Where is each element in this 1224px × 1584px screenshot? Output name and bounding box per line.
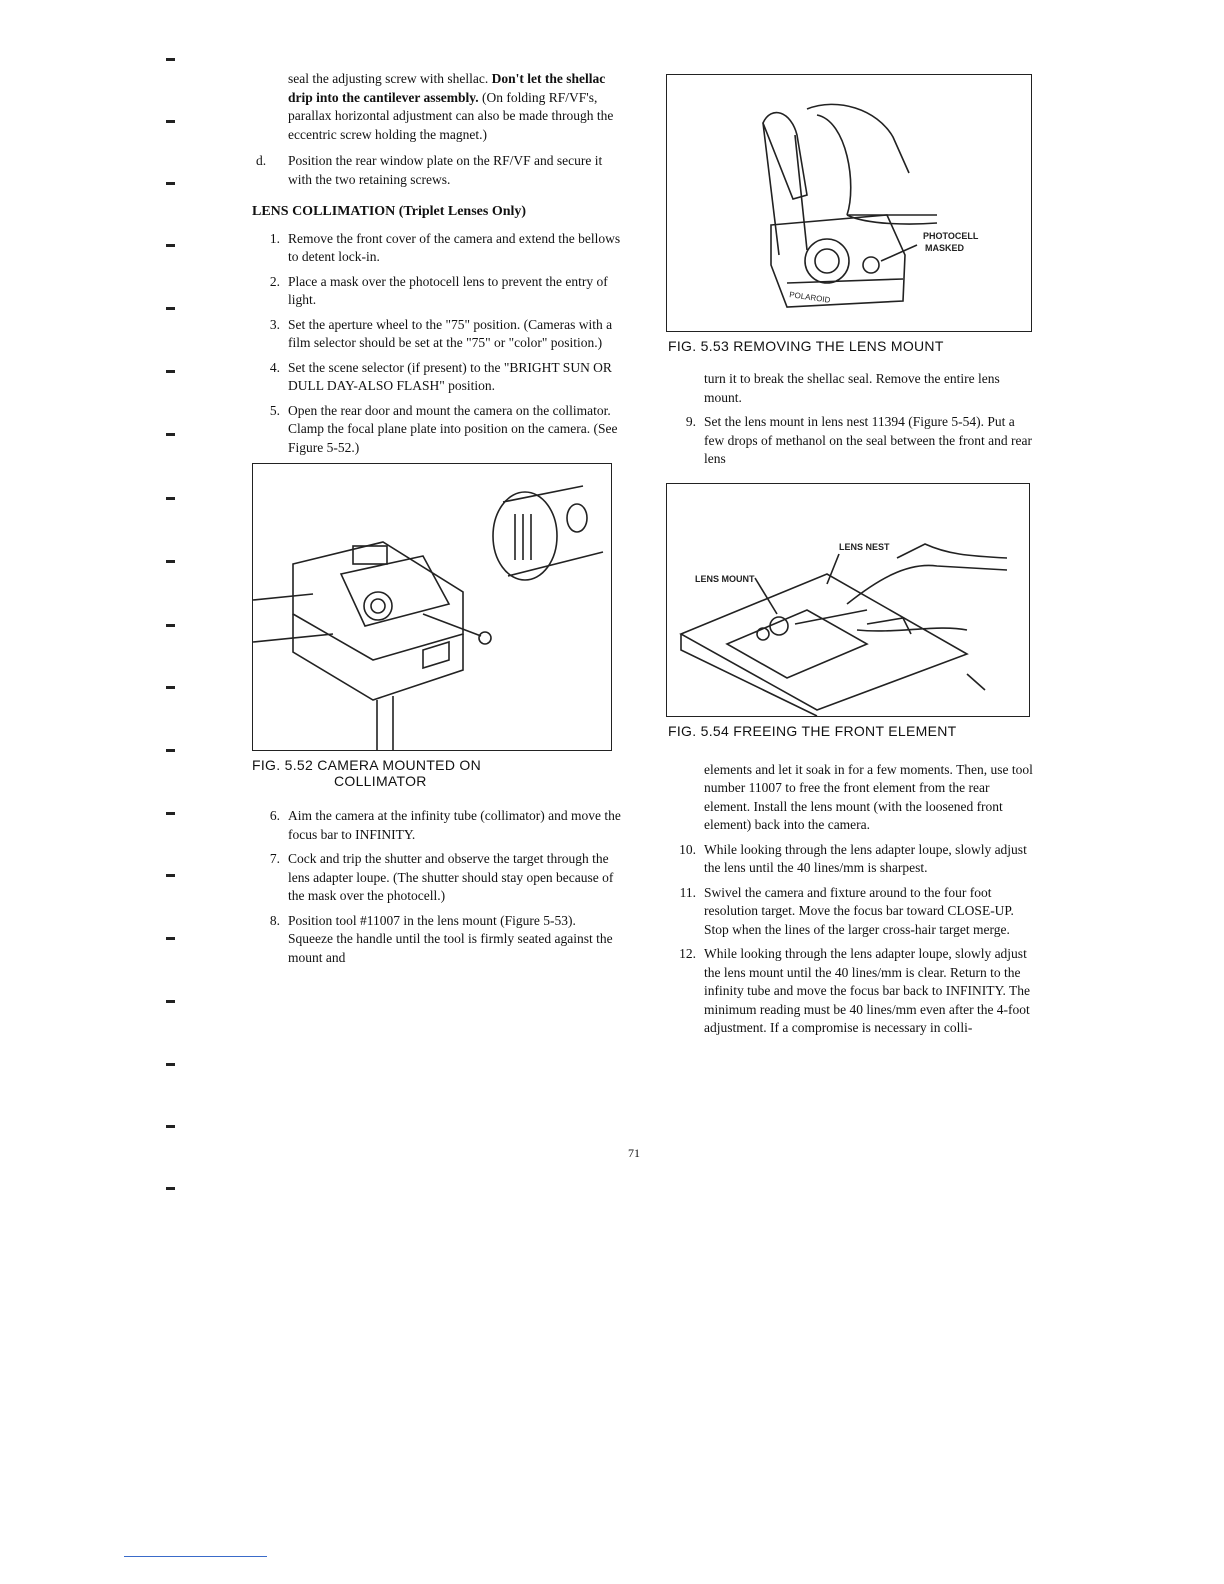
intro-text-1: seal the adjusting screw with shellac. — [288, 71, 492, 86]
step-7 — [252, 850, 622, 906]
continued-paragraph: turn it to break the shellac seal. Remove the entire lens mount. — [704, 371, 1000, 405]
intro-text-2: (On folding RF/VF's, parallax horizontal adjustment can also be made through the eccentric screw holding the magnet.) — [288, 89, 614, 142]
step-number: 2. — [269, 273, 280, 289]
margin-tick-marks — [166, 0, 180, 1200]
margin-tick — [166, 1000, 175, 1003]
step-number: 5. — [269, 402, 280, 418]
margin-tick — [166, 686, 175, 689]
margin-tick — [166, 937, 175, 940]
step-number: 10. — [679, 841, 696, 857]
step-text: Set the lens mount in lens nest 11394 (Figure 5-54). Put a few drops of methanol on the seal between the front and rear lens — [704, 414, 1033, 466]
continued-paragraph-2: elements and let it soak in for a few moments. Then, use tool number 11007 to free the front element from the rear element. Install the lens mount (with the loosened front element) back into the camera. — [704, 761, 1033, 832]
margin-tick — [166, 307, 175, 310]
margin-tick — [166, 120, 175, 123]
margin-tick — [166, 433, 175, 436]
step-text: While looking through the lens adapter loupe, slowly adjust the lens mount until the 40 lines/mm is clear. Return to the infinity tube and move the focus bar back to INFINITY. The minimum reading must be 40 lines/mm even after the 4-foot adjustment. If a compromise is necessary in colli- — [704, 946, 1031, 1035]
step-number: 12. — [679, 946, 696, 961]
step-4 — [252, 359, 622, 396]
step-text: Aim the camera at the infinity tube (collimator) and move the focus bar to INFINITY. — [288, 808, 621, 842]
figure-5-54-caption: FIG. 5.54 FREEING THE FRONT ELEMENT — [668, 722, 957, 739]
margin-tick — [166, 812, 175, 815]
section-heading: LENS COLLIMATION (Triplet Lenses Only) — [252, 204, 527, 219]
step-text: Position tool #11007 in the lens mount (Figure 5-53). Squeeze the handle until the tool is firmly seated against the mount and — [288, 912, 613, 965]
step-text: Set the aperture wheel to the "75" position. (Cameras with a film selector should be set at the "75" or "color" position.) — [288, 316, 613, 350]
step-10 — [668, 841, 1038, 878]
margin-tick — [166, 58, 175, 61]
lens-mount-removal-illustration — [667, 75, 1031, 331]
intro-warning: Don't let the shellac drip into the cantilever assembly. — [288, 71, 606, 105]
margin-tick — [166, 624, 175, 627]
step-number: 3. — [269, 316, 280, 332]
margin-tick — [166, 560, 175, 563]
step-8 — [252, 912, 622, 968]
step-text: Cock and trip the shutter and observe the target through the lens adapter loupe. (The shutter should stay open because of the mask over the photocell.) — [288, 851, 614, 903]
intro-paragraph — [252, 70, 622, 144]
step-number: 9. — [685, 414, 696, 429]
margin-tick — [166, 370, 175, 373]
step-12 — [668, 945, 1038, 1038]
page-number: 71 — [628, 1146, 640, 1160]
step-text: While looking through the lens adapter loupe, slowly adjust the lens until the 40 lines/mm is sharpest. — [704, 841, 1027, 875]
figure-5-54 — [666, 483, 1030, 717]
figure-5-53 — [666, 74, 1032, 332]
step-text: Swivel the camera and fixture around to the four foot resolution target. Move the focus bar toward CLOSE-UP. Stop when the lines of the larger cross-hair target merge. — [704, 884, 1014, 937]
margin-tick — [166, 1063, 175, 1066]
photocell-label: PHOTOCELL — [923, 231, 979, 241]
right-column — [668, 70, 1038, 1044]
polaroid-brand-text: POLAROID — [788, 290, 831, 305]
step-number: 4. — [269, 359, 280, 375]
margin-tick — [166, 1125, 175, 1128]
caption-line-1: FIG. 5.52 CAMERA MOUNTED ON — [252, 757, 482, 773]
step-text: Place a mask over the photocell lens to prevent the entry of light. — [288, 273, 608, 307]
step-6 — [252, 807, 622, 844]
step-text: Set the scene selector (if present) to the "BRIGHT SUN OR DULL DAY-ALSO FLASH" position. — [288, 359, 612, 393]
figure-5-52-caption — [252, 757, 622, 789]
step-number: 7. — [269, 851, 280, 866]
step-number: 1. — [269, 230, 280, 246]
step-9 — [668, 413, 1038, 469]
camera-collimator-illustration — [253, 464, 611, 750]
lens-mount-label: LENS MOUNT — [695, 573, 755, 584]
margin-tick — [166, 874, 175, 877]
step-11 — [668, 884, 1038, 940]
step-text: Position the rear window plate on the RF/VF and secure it with the two retaining screws. — [288, 153, 603, 187]
step-text: Open the rear door and mount the camera on the collimator. Clamp the focal plane plate into position on the camera. (See Figure 5-52.) — [288, 402, 618, 455]
margin-tick — [166, 1187, 175, 1190]
figure-5-53-caption: FIG. 5.53 REMOVING THE LENS MOUNT — [668, 338, 944, 354]
step-number: d. — [256, 153, 267, 168]
footer-rule — [124, 1556, 267, 1557]
left-column — [252, 70, 622, 973]
step-text: Remove the front cover of the camera and extend the bellows to detent lock-in. — [288, 230, 621, 264]
step-3 — [252, 316, 622, 353]
step-1 — [252, 230, 622, 267]
margin-tick — [166, 497, 175, 500]
caption-line-2: COLLIMATOR — [334, 773, 427, 789]
step-number: 11. — [679, 884, 696, 900]
margin-tick — [166, 244, 175, 247]
lens-nest-label: LENS NEST — [839, 541, 890, 552]
lens-nest-illustration — [667, 484, 1029, 716]
step-5 — [252, 402, 622, 458]
margin-tick — [166, 182, 175, 185]
step-d — [252, 152, 622, 189]
step-number: 6. — [269, 808, 280, 823]
margin-tick — [166, 749, 175, 752]
step-number: 8. — [269, 912, 280, 928]
figure-5-52 — [252, 463, 612, 751]
step-2 — [252, 273, 622, 310]
masked-label: MASKED — [925, 243, 965, 253]
